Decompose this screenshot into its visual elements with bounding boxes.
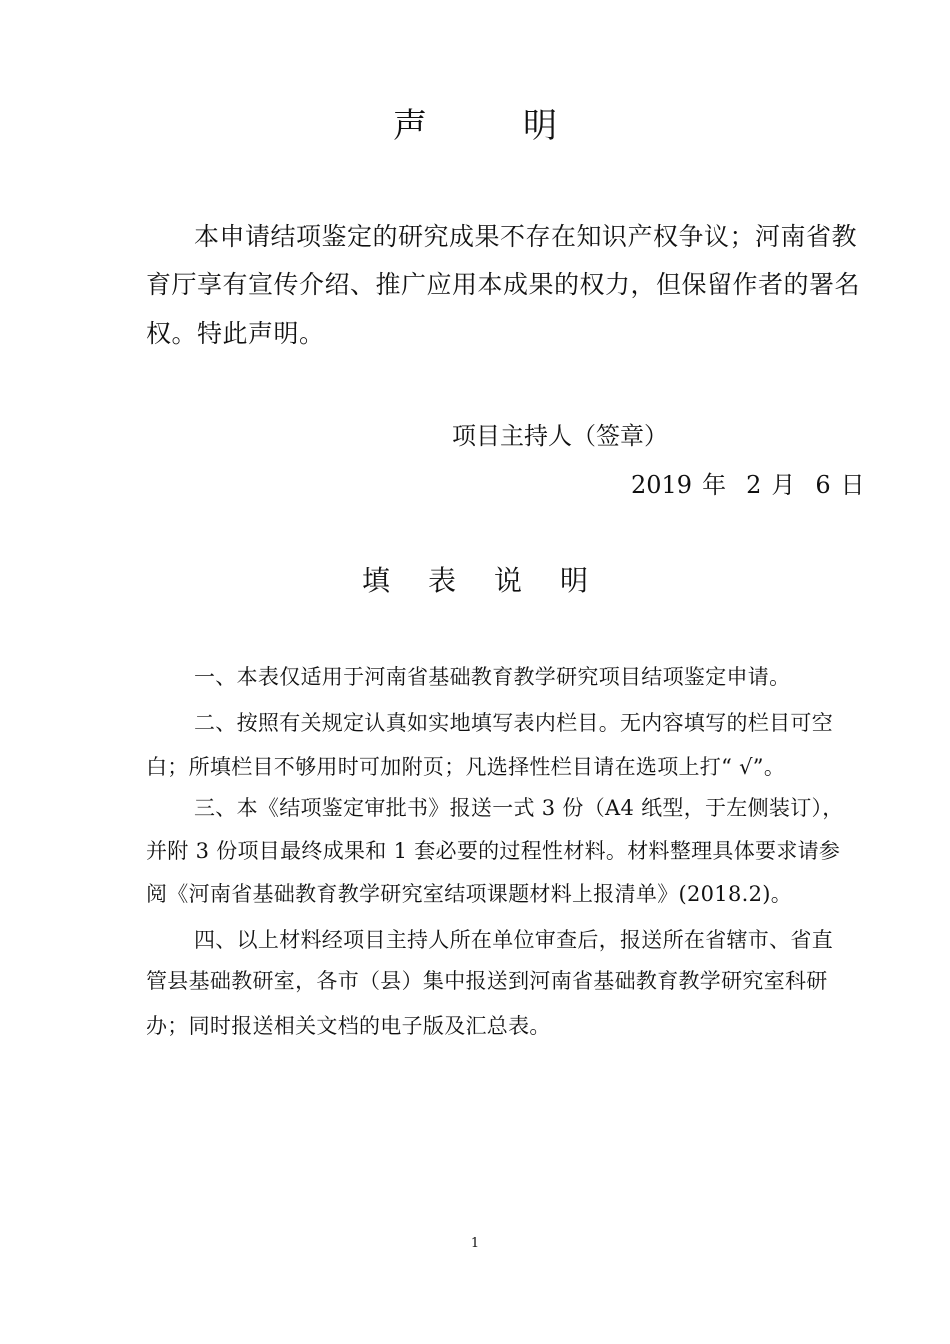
declaration-title-char: 明 <box>523 106 557 146</box>
instruction-line-2: 二、按照有关规定认真如实地填写表内栏目。无内容填写的栏目可空 <box>194 711 833 735</box>
instruction-line-5: 并附 3 份项目最终成果和 1 套必要的过程性材料。材料整理具体要求请参 <box>146 839 841 863</box>
instructions-title-char: 说 <box>494 564 523 597</box>
signature-date <box>631 469 865 501</box>
declaration-title <box>0 104 950 148</box>
instruction-line-3: 白；所填栏目不够用时可加附页；凡选择性栏目请在选项上打“ √”。 <box>146 755 786 779</box>
date-day-unit: 日 <box>840 471 865 499</box>
date-month: 2 <box>746 471 762 499</box>
page-number: 1 <box>470 1236 480 1251</box>
instruction-line-4: 三、本《结项鉴定审批书》报送一式 3 份（A4 纸型，于左侧装订）， <box>194 796 844 820</box>
signature-label: 项目主持人（签章） <box>452 422 668 450</box>
instruction-line-6: 阅《河南省基础教育教学研究室结项课题材料上报清单》(2018.2)。 <box>146 882 793 906</box>
declaration-line-1: 本申请结项鉴定的研究成果不存在知识产权争议；河南省教 <box>194 222 858 251</box>
instruction-line-8: 管县基础教研室，各市（县）集中报送到河南省基础教育教学研究室科研 <box>146 969 828 993</box>
instruction-line-7: 四、以上材料经项目主持人所在单位审查后，报送所在省辖市、省直 <box>194 928 833 952</box>
date-month-unit: 月 <box>771 471 796 499</box>
instruction-line-9: 办；同时报送相关文档的电子版及汇总表。 <box>146 1014 551 1038</box>
date-day: 6 <box>815 471 831 499</box>
declaration-title-char: 声 <box>393 106 427 146</box>
instructions-title-char: 表 <box>427 564 456 597</box>
instructions-title-char: 明 <box>560 564 589 597</box>
date-year-unit: 年 <box>702 471 727 499</box>
instruction-line-1: 一、本表仅适用于河南省基础教育教学研究项目结项鉴定申请。 <box>194 665 791 689</box>
instructions-title-char: 填 <box>361 564 390 597</box>
declaration-line-3: 权。特此声明。 <box>146 319 325 348</box>
instructions-title <box>0 562 950 600</box>
declaration-line-2: 育厅享有宣传介绍、推广应用本成果的权力，但保留作者的署名 <box>146 270 861 299</box>
date-year: 2019 <box>631 471 693 499</box>
